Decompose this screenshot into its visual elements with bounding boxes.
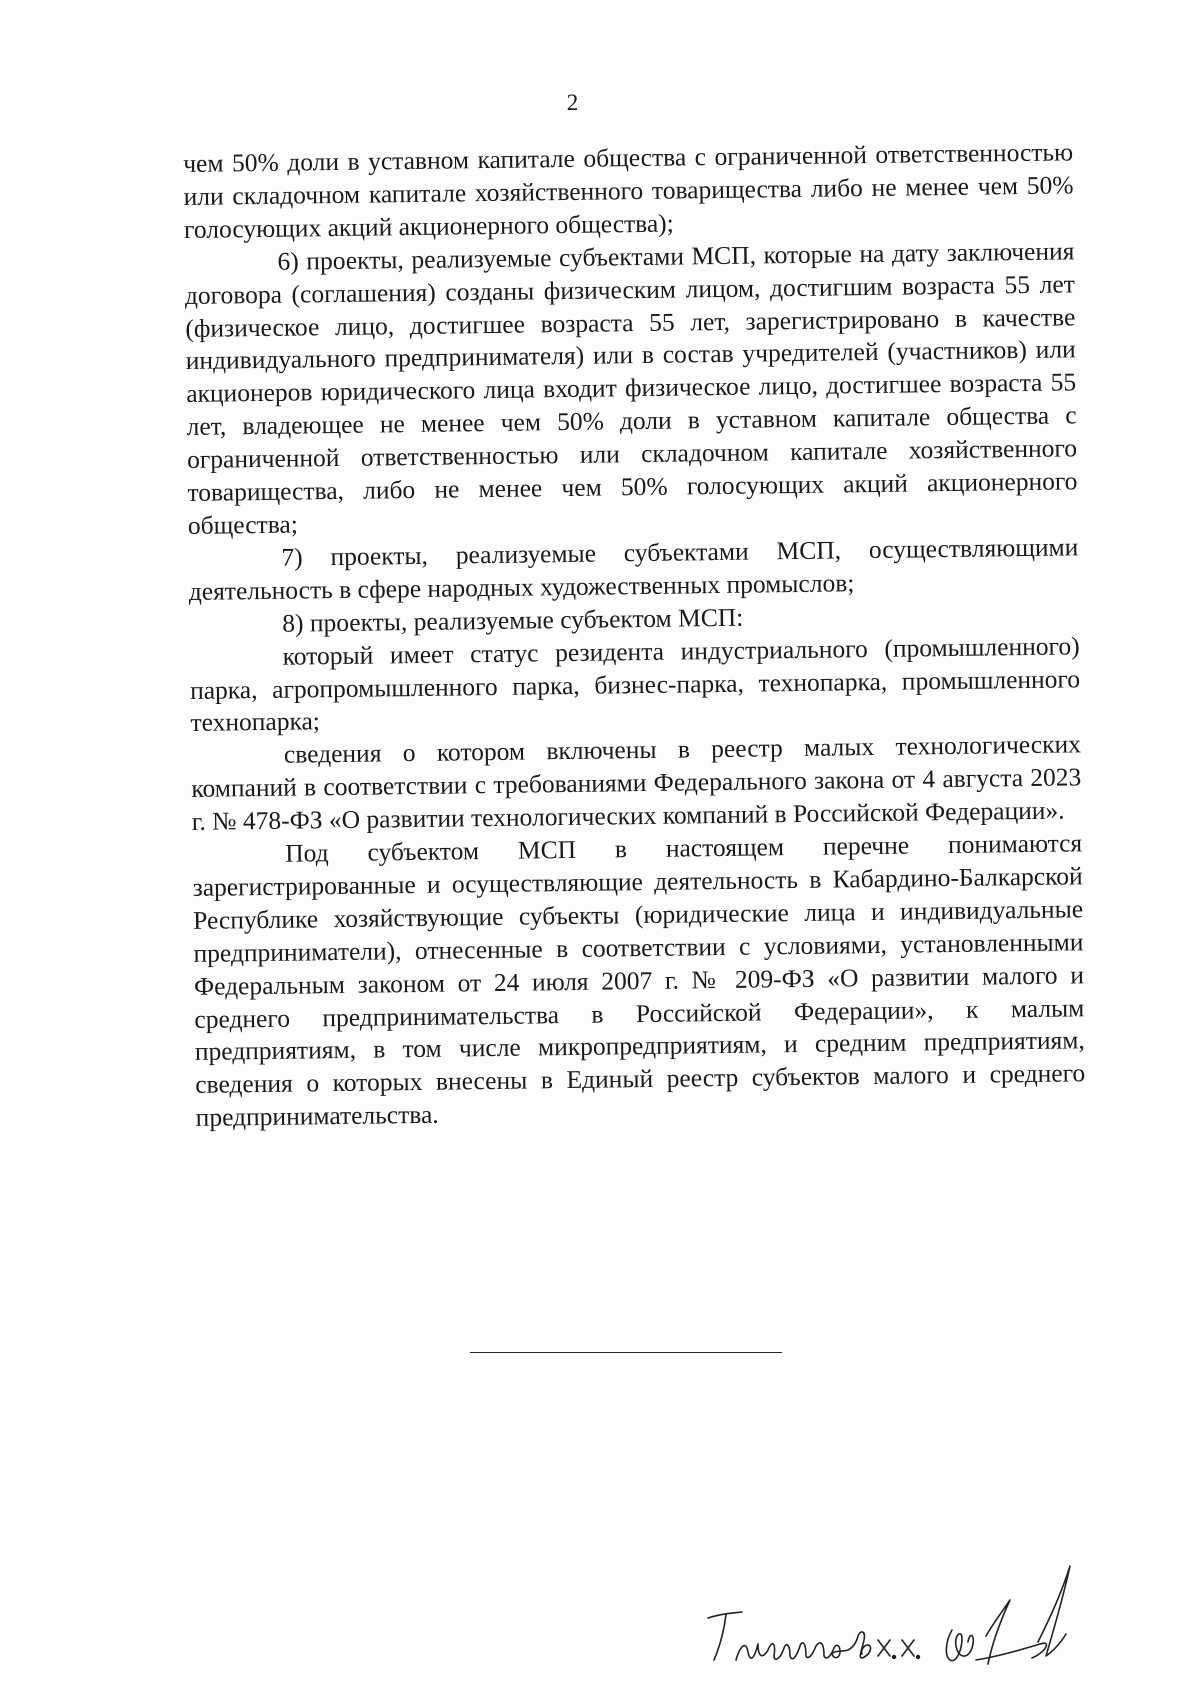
document-body (183, 136, 1086, 1135)
list-item-8-sub-resident: который имеет статус резидента индустриального (промышленного) парка, агропромышленного парка, бизнес-парка, технопарка, промышленного технопарка; (189, 630, 1081, 738)
closing-divider (470, 1352, 782, 1353)
list-item-6: 6) проекты, реализуемые субъектами МСП, которые на дату заключения договора (соглашения) созданы физическим лицом, достигшим возраста 55 лет (физическое лицо, достигшее возраста 55 лет, зарегистрировано в качестве индивидуального предпринимателя) или в состав учредителей (участников) или акционеров юридического лица входит физическое лицо, достигшее возраста 55 лет, владеющее не менее чем 50% доли в уставном капитале общества с ограниченной ответственностью или складочном капитале хозяйственного товарищества, либо не менее чем 50% голосующих акций акционерного общества; (184, 236, 1078, 540)
list-item-8-sub-registry: сведения о котором включены в реестр малых технологических компаний в соответствии с требованиями Федерального закона от 4 августа 2023 г. № 478-ФЗ «О развитии технологических компаний в Российской Федерации». (191, 729, 1082, 837)
handwritten-signature (700, 1560, 1120, 1697)
list-item-8: 8) проекты, реализуемые субъектом МСП: (282, 602, 744, 638)
signature-block (700, 1560, 1120, 1697)
list-item-7: 7) проекты, реализуемые субъектами МСП, осуществляющими деятельность в сфере народных художественных промыслов; (188, 532, 1079, 606)
paragraph-definition: Под субъектом МСП в настоящем перечне понимаются зарегистрированные и осуществляющие деятельность в Кабардино-Балкарской Республике хозяйствующие субъекты (юридические лица и индивидуальные предприниматели), отнесенные в соответствии с условиями, установленными Федеральным законом от 24 июля 2007 г. № 209-ФЗ «О развитии малого и среднего предпринимательства в Российской Федерации», к малым предприятиям, в том числе микропредприятиям, и средним предприятиям, сведения о которых внесены в Единый реестр субъектов малого и среднего предпринимательства. (192, 828, 1086, 1133)
paragraph-continuation: чем 50% доли в уставном капитале общества с ограниченной ответственностью или складочном капитале хозяйственного товарищества либо не менее чем 50% голосующих акций акционерного общества); (183, 137, 1074, 244)
page-number: 2 (566, 90, 579, 115)
